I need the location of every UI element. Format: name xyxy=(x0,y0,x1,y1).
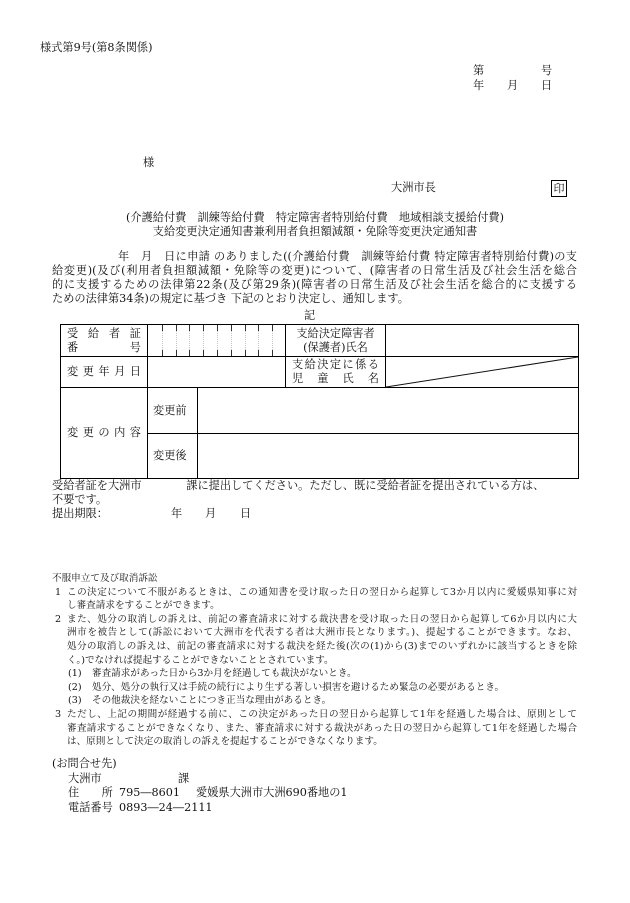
recipient-id-value-cell xyxy=(148,325,286,357)
appeal-item-2-line-2 xyxy=(52,626,577,640)
body-line-4: ための法律第34条)の規定に基づき 下記のとおり決定し、通知します。 xyxy=(52,292,409,305)
addressee-honorific: 様 xyxy=(143,156,155,169)
title-line-1: (介護給付費 訓練等給付費 特定障害者特別給付費 地域相談支援給付費) xyxy=(126,211,504,224)
appeal-item-1-line-1 xyxy=(52,586,577,600)
seal-mark: 印 xyxy=(553,182,565,195)
child-name-value-cell xyxy=(386,357,579,388)
contact-city: 大洲市 xyxy=(68,772,102,785)
appeal-subitem-text: 審査請求があった日から3か月を経過しても裁決がないとき。 xyxy=(92,668,357,680)
doc-number-suffix: 号 xyxy=(541,64,553,77)
deadline-year: 年 xyxy=(171,507,183,520)
appeal-item-text: ただし、上記の期間が経過する前に、この決定があった日の翌日から起算して1年を経過した場合は、原則として xyxy=(67,708,577,720)
appeal-item-text: また、処分の取消しの訴えは、前記の審査請求に対する裁決書を受け取った日の翌日から起算して6か月以内に大 xyxy=(67,613,577,625)
appeal-item-text: この決定について不服があるときは、この通知書を受け取った日の翌日から起算して3か月以内に愛媛県知事に対 xyxy=(67,586,577,598)
before-value-cell xyxy=(198,388,579,434)
body-line-2: 給変更)(及び(利用者負担額減額・免除等の変更)について、(障害者の日常生活及び社会生活を総合 xyxy=(52,264,577,277)
digit-divider xyxy=(245,325,246,356)
appeal-subitem-3 xyxy=(52,694,577,708)
table-row-change-before xyxy=(61,388,579,434)
digit-divider xyxy=(176,325,177,356)
appeal-subitem-number: (1) xyxy=(68,668,82,680)
appeal-item-text: 処分の取消しの訴えは、前記の審査請求に対する裁決を経た後(次の(1)から(3)までのいずれかに該当するときを除 xyxy=(67,640,577,652)
appeal-item-text: 審査請求することができなくなり、また、審査請求に対する裁決があった日の翌日から起算して1年を経過した場合 xyxy=(67,722,577,734)
sender-name: 大洲市長 xyxy=(391,181,436,194)
appeal-item-text: く。)でなければ提起することができないこととされています。 xyxy=(67,654,334,666)
appeal-item-number: 2 xyxy=(55,613,62,625)
issue-date-year: 年 xyxy=(473,79,485,92)
body-line-1: 年 月 日に申請 のありました((介護給付費 訓練等給付費 特定障害者特別給付費)の支 xyxy=(118,250,577,263)
submission-line-1: 受給者証を大洲市 課に提出してください。ただし、既に受給者証を提出されている方は、 xyxy=(52,479,545,492)
recipient-name-label-cell xyxy=(286,325,386,357)
appeal-subitem-text: 処分、処分の執行又は手続の続行により生ずる著しい損害を避けるため緊急の必要があるとき。 xyxy=(92,681,505,693)
issue-date-month: 月 xyxy=(507,79,519,92)
postal-code: 795―8601 xyxy=(119,786,181,799)
appeal-item-2-line-1 xyxy=(52,613,577,627)
appeal-item-3-line-1 xyxy=(52,708,577,722)
before-label-cell xyxy=(148,388,198,434)
digit-divider xyxy=(189,325,190,356)
recipient-name-label-line-1: 支給決定障害者 xyxy=(296,326,375,340)
recipient-id-label-cell xyxy=(61,325,148,357)
appeal-item-text: し審査請求をすることができます。 xyxy=(67,600,220,612)
after-label-cell xyxy=(148,434,198,479)
digit-divider xyxy=(217,325,218,356)
body-line-3: 的に支援するための法律第22条(及び第29条)(障害者の日常生活及び社会生活を総合的に支援する xyxy=(52,278,577,291)
child-name-label-line-2: 児童氏名 xyxy=(292,372,379,385)
appeal-subitem-2 xyxy=(52,681,577,695)
after-label: 変更後 xyxy=(153,449,187,462)
child-name-label-cell xyxy=(286,357,386,388)
digit-divider xyxy=(162,325,163,356)
deadline-label: 提出期限： xyxy=(52,507,108,520)
appeal-subitem-1 xyxy=(52,667,577,681)
ki-heading: 記 xyxy=(304,309,316,322)
digit-divider xyxy=(258,325,259,356)
decision-table xyxy=(60,324,579,479)
recipient-id-label-line-2: 番号 xyxy=(67,340,141,354)
digit-divider xyxy=(272,325,273,356)
appeal-item-3-line-3 xyxy=(52,735,577,749)
appeal-item-text: は、原則として決定の取消しの訴えを提起することができなくなります。 xyxy=(67,736,383,748)
change-date-label: 変更年月日 xyxy=(67,365,141,378)
diagonal-line xyxy=(386,357,578,387)
change-content-label: 変更の内容 xyxy=(67,426,141,439)
before-label: 変更前 xyxy=(153,403,187,417)
address-label: 住 所 xyxy=(68,786,113,799)
after-value-cell xyxy=(198,434,579,479)
digit-divider xyxy=(203,325,204,356)
appeal-subitem-number: (2) xyxy=(68,681,82,693)
appeal-item-2-line-4 xyxy=(52,654,577,668)
child-name-label-line-1: 支給決定に係る xyxy=(292,358,379,371)
appeal-subitem-number: (3) xyxy=(68,695,82,707)
diagonal-strike xyxy=(386,357,578,387)
recipient-id-digit-boxes xyxy=(148,325,285,356)
appeal-item-number: 1 xyxy=(55,586,62,598)
appeal-item-number: 3 xyxy=(55,708,62,720)
appeal-subitem-text: その他裁決を経ないことにつき正当な理由があるとき。 xyxy=(92,695,332,707)
form-number: 様式第9号(第8条関係) xyxy=(40,41,153,54)
phone-number: 0893―24―2111 xyxy=(119,801,213,814)
seal-box xyxy=(551,180,567,197)
table-row-recipient-id xyxy=(61,325,579,357)
contact-heading: (お問合せ先) xyxy=(52,757,117,770)
change-content-label-cell xyxy=(61,388,148,479)
appeal-notes xyxy=(52,572,577,749)
contact-dept-suffix: 課 xyxy=(178,772,190,785)
doc-number-prefix: 第 xyxy=(473,64,485,77)
appeal-heading: 不服申立て及び取消訴訟 xyxy=(52,573,158,584)
phone-label: 電話番号 xyxy=(68,801,113,814)
recipient-id-label-line-1: 受給者証 xyxy=(67,326,141,340)
recipient-name-label-line-2: (保護者)氏名 xyxy=(303,340,368,354)
appeal-item-3-line-2 xyxy=(52,722,577,736)
title-line-2: 支給変更決定通知書兼利用者負担額減額・免除等変更決定通知書 xyxy=(152,225,478,238)
submission-line-2: 不要です。 xyxy=(52,493,108,506)
issue-date-day: 日 xyxy=(541,79,553,92)
change-date-value-cell xyxy=(148,357,286,388)
appeal-item-text: 洲市を被告として(訴訟において大洲市を代表する者は大洲市長となります。)、提起することができます。なお、 xyxy=(67,627,577,639)
body-paragraph xyxy=(52,250,577,306)
deadline-month: 月 xyxy=(205,507,217,520)
change-date-label-cell xyxy=(61,357,148,388)
table-row-change-date xyxy=(61,357,579,388)
appeal-item-1-line-2 xyxy=(52,599,577,613)
deadline-day: 日 xyxy=(240,507,252,520)
appeal-item-2-line-3 xyxy=(52,640,577,654)
recipient-name-value-cell xyxy=(386,325,579,357)
address: 愛媛県大洲市大洲690番地の1 xyxy=(196,786,348,799)
digit-divider xyxy=(231,325,232,356)
